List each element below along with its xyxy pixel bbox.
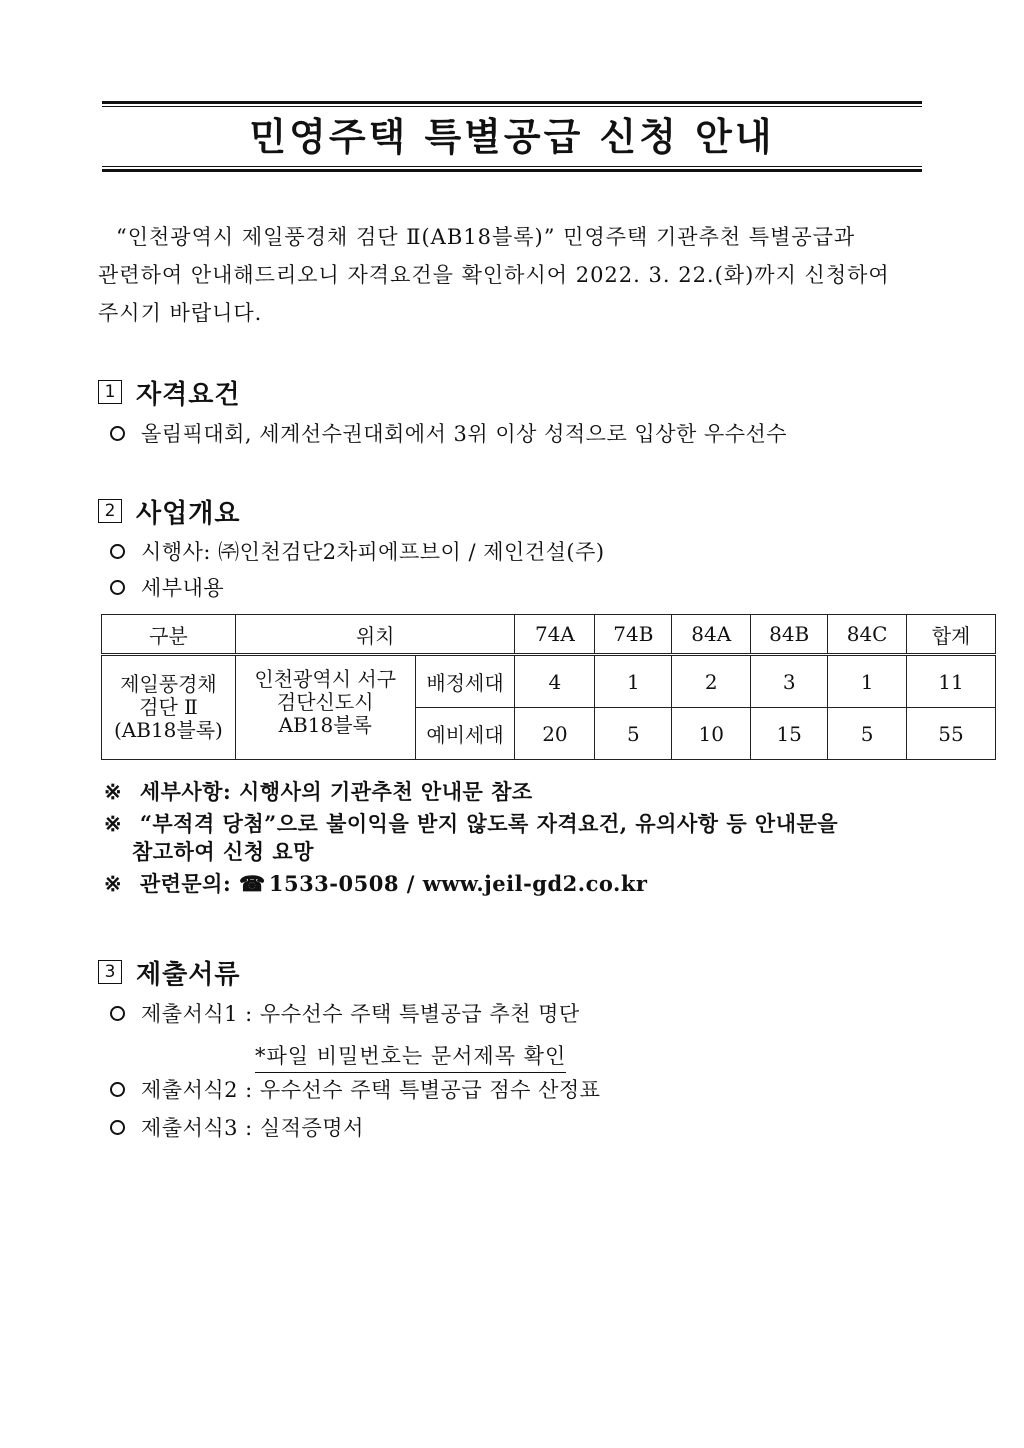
contact-info: 1533-0508 / www.jeil-gd2.co.kr [268,871,648,896]
table-cell: 3 [751,655,828,708]
intro-paragraph [98,218,928,332]
title-rule-bottom-thin [102,166,922,167]
note-text: 관련문의: [139,871,232,896]
project-name-line: 검단 Ⅱ [139,695,198,719]
row-label: 예비세대 [415,708,515,760]
section-title: 자격요건 [136,379,241,410]
table-cell: 2 [672,655,751,708]
section-1-heading [98,375,240,409]
reference-mark: ※ [104,871,123,896]
bullet-text: 제출서식1 : 우수선수 주택 특별공급 추천 명단 [141,1002,580,1026]
section-number-box: 2 [98,499,122,523]
supply-detail-table [101,614,996,760]
note-text: “부적격 당첨”으로 불이익을 받지 않도록 자격요건, 유의사항 등 안내문을 [139,811,839,836]
section-number-box: 1 [98,380,122,404]
table-cell: 1 [595,655,672,708]
table-header: 위치 [235,615,515,655]
table-cell: 20 [515,708,595,760]
location-line: 인천광역시 서구 [254,667,397,691]
intro-line-2: 관련하여 안내해드리오니 자격요건을 확인하시어 2022. 3. 22.(화)까지 신청하여 [98,263,890,287]
table-row [102,655,996,708]
location-line: 검단신도시 [276,690,374,714]
row-label: 배정세대 [415,655,515,708]
document-item-2 [110,1074,600,1104]
note-text: 참고하여 신청 요망 [132,839,314,864]
table-header: 84A [672,615,751,655]
note-warning [104,808,838,838]
table-cell: 5 [595,708,672,760]
location-cell [235,655,415,760]
table-cell: 55 [907,708,996,760]
bullet-text: 제출서식3 : 실적증명서 [141,1116,364,1140]
reference-mark: ※ [104,811,123,836]
details-bullet [110,572,224,602]
bullet-circle-icon [110,426,125,441]
intro-line-3: 주시기 바랍니다. [98,301,263,325]
document-item-3 [110,1112,364,1142]
table-header: 구분 [102,615,236,655]
password-note: *파일 비밀번호는 문서제목 확인 [255,1040,566,1073]
section-title: 사업개요 [136,498,241,529]
bullet-text: 제출서식2 : 우수선수 주택 특별공급 점수 산정표 [141,1078,601,1102]
page-title: 민영주택 특별공급 신청 안내 [249,115,775,159]
table-header: 74B [595,615,672,655]
bullet-text: 올림픽대회, 세계선수권대회에서 3위 이상 성적으로 입상한 우수선수 [141,422,788,446]
note-text: 세부사항: 시행사의 기관추천 안내문 참조 [139,779,533,804]
bullet-circle-icon [110,1006,125,1021]
qualification-bullet [110,418,787,448]
bullet-text: 세부내용 [141,576,225,600]
table-cell: 15 [751,708,828,760]
telephone-icon: ☎ [239,871,266,896]
developer-bullet [110,536,605,566]
title-rule-top-thin [102,106,922,107]
section-title: 제출서류 [136,959,241,990]
note-warning-continued [132,836,314,866]
document-item-1 [110,998,580,1028]
bullet-circle-icon [110,580,125,595]
table-cell: 11 [907,655,996,708]
intro-line-1: “인천광역시 제일풍경채 검단 Ⅱ(AB18블록)” 민영주택 기관추천 특별공급과 [116,225,856,249]
table-cell: 1 [828,655,907,708]
reference-mark: ※ [104,779,123,804]
bullet-circle-icon [110,1082,125,1097]
section-number-box: 3 [98,960,122,984]
table-header: 합계 [907,615,996,655]
project-name-line: 제일풍경채 [120,672,217,696]
location-line: AB18블록 [278,713,372,737]
section-3-heading [98,955,240,989]
title-rule-bottom [102,169,922,172]
table-header-row [102,615,996,655]
table-cell: 4 [515,655,595,708]
note-details [104,776,533,806]
table-header: 84C [828,615,907,655]
table-header: 74A [515,615,595,655]
project-name-line: (AB18블록) [114,718,223,742]
section-2-heading [98,494,240,528]
title-rule-top [102,101,922,104]
bullet-circle-icon [110,1120,125,1135]
bullet-text: 시행사: ㈜인천검단2차피에프브이 / 제인건설(주) [141,540,605,564]
table-header: 84B [751,615,828,655]
table-cell: 10 [672,708,751,760]
note-contact [104,868,647,898]
table-cell: 5 [828,708,907,760]
project-name-cell [102,655,236,760]
bullet-circle-icon [110,544,125,559]
